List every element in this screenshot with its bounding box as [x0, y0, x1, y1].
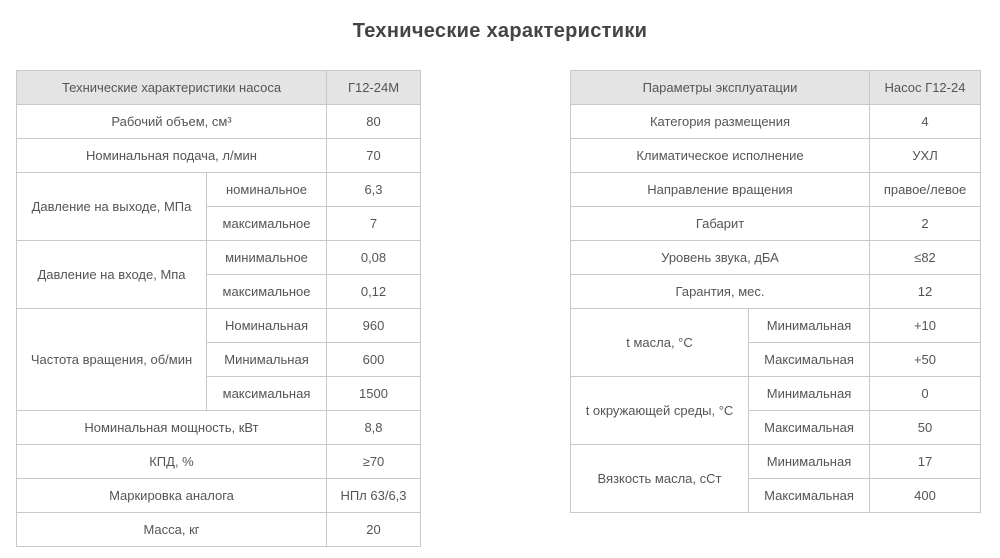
row-value: 1500 — [327, 377, 421, 411]
row-label: t окружающей среды, °C — [571, 377, 749, 445]
table-row — [17, 241, 421, 275]
row-value: +10 — [870, 309, 981, 343]
row-value: ≤82 — [870, 241, 981, 275]
table-row — [571, 241, 981, 275]
table-row — [571, 207, 981, 241]
row-label: Давление на входе, Мпа — [17, 241, 207, 309]
row-label: Гарантия, мес. — [571, 275, 870, 309]
operating-params-table — [570, 70, 981, 513]
row-value: НПл 63/6,3 — [327, 479, 421, 513]
row-label: Масса, кг — [17, 513, 327, 547]
column-header: Параметры эксплуатации — [571, 71, 870, 105]
table-row — [17, 173, 421, 207]
row-value: 2 — [870, 207, 981, 241]
table-row — [17, 411, 421, 445]
table-row — [571, 173, 981, 207]
row-value: 0,12 — [327, 275, 421, 309]
row-value: 960 — [327, 309, 421, 343]
row-label: Габарит — [571, 207, 870, 241]
row-value: 50 — [870, 411, 981, 445]
row-value: 12 — [870, 275, 981, 309]
sub-label: Минимальная — [749, 377, 870, 411]
page-title: Технические характеристики — [352, 20, 648, 42]
sub-label: Максимальная — [749, 479, 870, 513]
sub-label: Максимальная — [749, 411, 870, 445]
row-value: 0 — [870, 377, 981, 411]
row-value: 4 — [870, 105, 981, 139]
table-row — [571, 105, 981, 139]
table-row — [17, 479, 421, 513]
sub-label: Номинальная — [207, 309, 327, 343]
row-value: 80 — [327, 105, 421, 139]
row-label: t масла, °C — [571, 309, 749, 377]
table-row — [571, 309, 981, 343]
row-label: Уровень звука, дБА — [571, 241, 870, 275]
sub-label: Максимальная — [749, 343, 870, 377]
row-label: Номинальная подача, л/мин — [17, 139, 327, 173]
row-label: Направление вращения — [571, 173, 870, 207]
sub-label: минимальное — [207, 241, 327, 275]
table-row — [17, 105, 421, 139]
row-value: 7 — [327, 207, 421, 241]
row-label: Категория размещения — [571, 105, 870, 139]
row-label: Давление на выходе, МПа — [17, 173, 207, 241]
table-row — [571, 377, 981, 411]
table-row — [571, 275, 981, 309]
sub-label: Минимальная — [749, 309, 870, 343]
row-label: КПД, % — [17, 445, 327, 479]
column-header: Г12-24М — [327, 71, 421, 105]
row-value: 8,8 — [327, 411, 421, 445]
row-value: 0,08 — [327, 241, 421, 275]
row-label: Рабочий объем, см³ — [17, 105, 327, 139]
table-row — [17, 513, 421, 547]
row-label: Номинальная мощность, кВт — [17, 411, 327, 445]
pump-specs-table — [16, 70, 421, 547]
row-value: УХЛ — [870, 139, 981, 173]
row-label: Вязкость масла, сСт — [571, 445, 749, 513]
sub-label: Минимальная — [749, 445, 870, 479]
row-label: Маркировка аналога — [17, 479, 327, 513]
row-value: 400 — [870, 479, 981, 513]
column-header: Технические характеристики насоса — [17, 71, 327, 105]
row-value: 17 — [870, 445, 981, 479]
column-header: Насос Г12-24 — [870, 71, 981, 105]
sub-label: максимальное — [207, 275, 327, 309]
table-header-row — [571, 71, 981, 105]
table-row — [571, 139, 981, 173]
row-value: 6,3 — [327, 173, 421, 207]
sub-label: максимальная — [207, 377, 327, 411]
row-label: Частота вращения, об/мин — [17, 309, 207, 411]
row-value: ≥70 — [327, 445, 421, 479]
row-value: 600 — [327, 343, 421, 377]
sub-label: Минимальная — [207, 343, 327, 377]
row-label: Климатическое исполнение — [571, 139, 870, 173]
table-row — [17, 445, 421, 479]
table-row — [17, 139, 421, 173]
sub-label: номинальное — [207, 173, 327, 207]
row-value: 20 — [327, 513, 421, 547]
row-value: правое/левое — [870, 173, 981, 207]
row-value: 70 — [327, 139, 421, 173]
table-header-row — [17, 71, 421, 105]
row-value: +50 — [870, 343, 981, 377]
sub-label: максимальное — [207, 207, 327, 241]
table-row — [571, 445, 981, 479]
table-row — [17, 309, 421, 343]
